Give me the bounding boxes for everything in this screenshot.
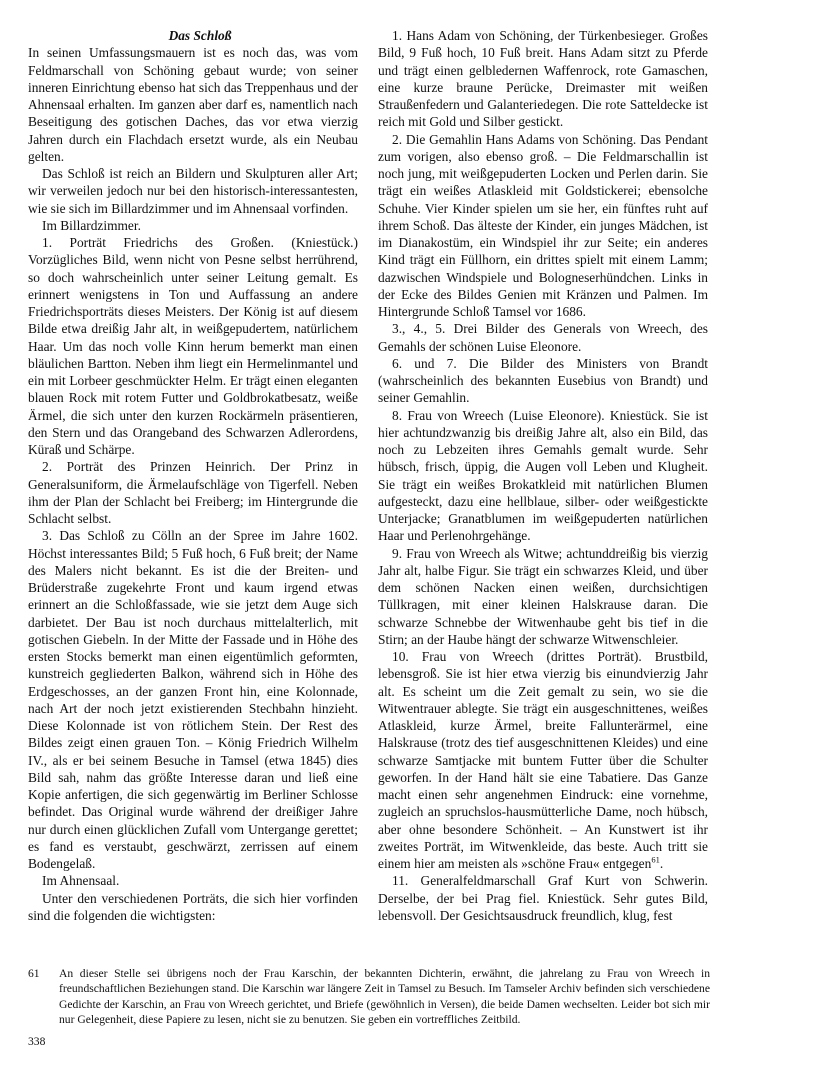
paragraph-portrait-8: 8. Frau von Wreech (Luise Eleonore). Kniestück. Sie ist hier achtundzwanzig bis dreißig Jahre alt, also ein Bild, das noch zu Lebzeiten ihres Gemahls gemalt wurde. Sehr hübsch, frisch, üppig, die Augen voll Leben und Klugheit. Sie trägt ein weißes Brokatkleid mit natürlichen Blumen aufgesteckt, dazu eine hellblaue, silber- oder weißgestickte Unterjacke; Granatblumen im weißgepuderten natürlichen Haar und Perlenohrgehänge. xyxy=(378,407,708,544)
page-number: 338 xyxy=(28,1035,46,1048)
footnote-reference[interactable]: 61 xyxy=(651,854,660,865)
paragraph-artworks: Das Schloß ist reich an Bildern und Skulpturen aller Art; wir verweilen jedoch nur bei den historisch-interessantesten, wie sie sich im Billardzimmer und im Ahnensaal vorfinden. xyxy=(28,166,358,216)
paragraph-portrait-11: 11. Generalfeldmarschall Graf Kurt von Schwerin. Derselbe, der bei Prag fiel. Kniestück. Sehr gutes Bild, lebensvoll. Der Gesichtsausdruck freundlich, klug, fest xyxy=(378,873,708,923)
left-column xyxy=(28,27,358,924)
footnote-number: 61 xyxy=(28,967,40,980)
paragraph-item-1: 1. Porträt Friedrichs des Großen. (Kniestück.) Vorzügliches Bild, wenn nicht von Pesne selbst herrührend, so doch wahrscheinlich unter seiner Leitung gemalt. Es erinnert wenigstens in Ton und Auffassung an andere Friedrichsporträts dieses Meisters. Der König ist auf diesem Bilde etwa dreißig Jahr alt, in weißgepudertem, natürlichem Haar. Um das noch volle Kinn herum bemerkt man einen bläulichen Bartton. Neben ihm liegt ein Hermelinmantel und ein mit Lorbeer geschmückter Helm. Er trägt einen eleganten blauen Rock mit rotem Futter und Goldbrokatbesatz, weiße Ärmel, die sich unter den kurzen Rockärmeln präsentieren, den Stern und das Orangeband des Schwarzen Adlerordens, Küraß und Schärpe. xyxy=(28,235,358,457)
footnote-text: An dieser Stelle sei übrigens noch der Frau Karschin, der bekannten Dichterin, erwähnt, die jahrelang zu Frau von Wreech in freundschaftlichen Beziehungen stand. Die Karschin war längere Zeit in Tamsel zu Besuch. Im Tamseler Archiv befinden sich verschiedene Gedichte der Karschin, an Frau von Wreech gerichtet, und Briefe (gewöhnlich in Versen), die beide Damen wechselten. Leider bot sich mir nur Gelegenheit, diese Papiere zu lesen, nicht sie zu benutzen. Sie geben ein vortreffliches Zeitbild. xyxy=(59,967,710,1026)
paragraph-portrait-9: 9. Frau von Wreech als Witwe; achtunddreißig bis vierzig Jahr alt, halbe Figur. Sie trägt ein schwarzes Kleid, und über dem schönen Nacken einen weißen, durchsichtigen Tüllkragen, mit einer kleinen Halskrause daran. Die schwarze Schnebbe der Witwenhaube geht bis tief in die Stirn; an der Haube hängt der schwarze Witwenschleier. xyxy=(378,545,708,647)
paragraph-portrait-3-5: 3., 4., 5. Drei Bilder des Generals von Wreech, des Gemahls der schönen Luise Eleonore. xyxy=(378,321,708,354)
footnote xyxy=(28,966,710,1027)
paragraph-portrait-6-7: 6. und 7. Die Bilder des Ministers von Brandt (wahrscheinlich des bekannten Eusebius von Brandt) und seiner Gemahlin. xyxy=(378,355,708,406)
paragraph-portrait-1: 1. Hans Adam von Schöning, der Türkenbesieger. Großes Bild, 9 Fuß hoch, 10 Fuß breit. Hans Adam sitzt zu Pferde und trägt einen gelbledernen Waffenrock, rote Gamaschen, eine kurze braune Perücke, Dreimaster mit weißen Straußenfedern und Galanteriedegen. Die rote Satteldecke ist reich mit Gold und Silber gestickt. xyxy=(378,28,708,130)
subheading-ahnensaal: Im Ahnensaal. xyxy=(42,873,120,889)
portrait-10-text: 10. Frau von Wreech (drittes Porträt). Brustbild, lebensgroß. Sie ist hier etwa vierzig bis einundvierzig Jahr alt. Es scheint um die Zeit gemalt zu sein, wo sie die Witwentrauer ablegte. Sie trägt ein ausgeschnittenes, weißes Atlaskleid, kurze Ärmel, breite Fallunterärmel, eine Halskrause (trotz des tief ausgeschnittenen Kleides) und eine schwarze Samtjacke mit buntem Futter über die Schulter geworfen. In der Hand hält sie eine Tabatiere. Das Ganze macht einen sehr angenehmen Eindruck: eine vornehme, zugleich an spruchslos-hausmütterliche Dame, noch hübsch, aber ohne besondere Schönheit. – An Kunstwert ist ihr zweites Porträt, im Witwenkleide, das beste. Auch tritt sie einem hier am meisten als »schöne Frau« entgegen xyxy=(378,649,708,871)
paragraph-intro: In seinen Umfassungsmauern ist es noch das, was vom Feldmarschall von Schöning gebaut wurde; von seiner inneren Einrichtung ebenso hat sich das Treppenhaus und der Ahnensaal erhalten. Im ganzen aber darf es, namentlich nach Beseitigung des gotischen Daches, das vor etwa vierzig Jahren durch ein Flachdach ersetzt wurde, als ein Neubau gelten. xyxy=(28,45,358,164)
subheading-billardzimmer: Im Billardzimmer. xyxy=(42,217,141,233)
right-column xyxy=(378,27,708,924)
paragraph-portrait-2: 2. Die Gemahlin Hans Adams von Schöning. Das Pendant zum vorigen, also ebenso groß. – Die Feldmarschallin ist noch jung, mit weißgepuderten Locken und Perlen darin. Sie trägt ein weißes Atlaskleid mit Goldstickerei; ebensolche Schuhe. Vier Kinder spielen um sie her, ein fünftes ruht auf ihrem Schoß. Das älteste der Kinder, ein junges Mädchen, ist im Dianakostüm, ein Windspiel ihr zur Seite; ein anderes Kind trägt ein Füllhorn, ein drittes spielt mit einem Lamm; dazwischen Windspiele und Bologneserhündchen. Links in der Ecke des Bildes Genien mit Kränzen und Palmen. Im Hintergrunde Schloß Tamsel vor 1686. xyxy=(378,131,708,319)
paragraph-item-2: 2. Porträt des Prinzen Heinrich. Der Prinz in Generalsuniform, die Ärmelaufschläge von Tigerfell. Neben ihm der Plan der Schlacht bei Freiberg; im Hintergrunde die Schlacht selbst. xyxy=(28,459,358,526)
section-heading: Das Schloß xyxy=(168,28,232,43)
paragraph-portraits-intro: Unter den verschiedenen Porträts, die sich hier vorfinden sind die folgenden die wichtigsten: xyxy=(28,890,358,923)
paragraph-item-3: 3. Das Schloß zu Cölln an der Spree im Jahre 1602. Höchst interessantes Bild; 5 Fuß hoch, 6 Fuß breit; der Name des Malers nicht bekannt. Es ist die der Breiten- und Brüderstraße zugekehrte Front und kaum irgend etwas erinnert an die Schloßfassade, wie sie jetzt dem Auge sich darbietet. Der Bau ist noch durchaus mittelalterlich, mit gotischen Giebeln. In der Mitte der Fassade und in Höhe des ersten Stocks bemerkt man einen eigentümlich geformten, kunstreich gegliederten Balkon, während sich in Höhe des Erdgeschosses, an der ganzen Front hin, eine Kolonnade, nach Art der noch jetzt existierenden Stechbahn hinzieht. Diese Kolonnade ist von rötlichem Stein. Der Rest des Bildes zeigt einen grauen Ton. – König Friedrich Wilhelm IV., als er bei seinem Besuche in Tamsel (etwa 1845) dies Bild sah, nahm das größte Interesse daran und ließ eine Kopie anfertigen, die sich gegenwärtig im Berliner Schlosse befindet. Das Original wurde während der dreißiger Jahre nur durch einen glücklichen Zufall vom Untergange gerettet; es fand es verstaubt, geschwärzt, zerrissen auf einem Bodengelaß. xyxy=(28,528,358,871)
paragraph-portrait-10: 10. Frau von Wreech (drittes Porträt). Brustbild, lebensgroß. Sie ist hier etwa vierzig bis einundvierzig Jahr alt. Es scheint um die Zeit gemalt zu sein, wo sie die Witwentrauer ablegte. Sie trägt ein ausgeschnittenes, weißes Atlaskleid, kurze Ärmel, breite Fallunterärmel, eine Halskrause (trotz des tief ausgeschnittenen Kleides) und eine schwarze Samtjacke mit buntem Futter über die Schulter geworfen. In der Hand hält sie eine Tabatiere. Das Ganze macht einen sehr angenehmen Eindruck: eine vornehme, zugleich an spruchslos-hausmütterliche Dame, noch hübsch, aber ohne besondere Schönheit. – An Kunstwert ist ihr zweites Porträt, im Witwenkleide, das beste. Auch tritt sie einem hier am meisten als »schöne Frau« entgegen$^{61}$. xyxy=(378,649,708,871)
